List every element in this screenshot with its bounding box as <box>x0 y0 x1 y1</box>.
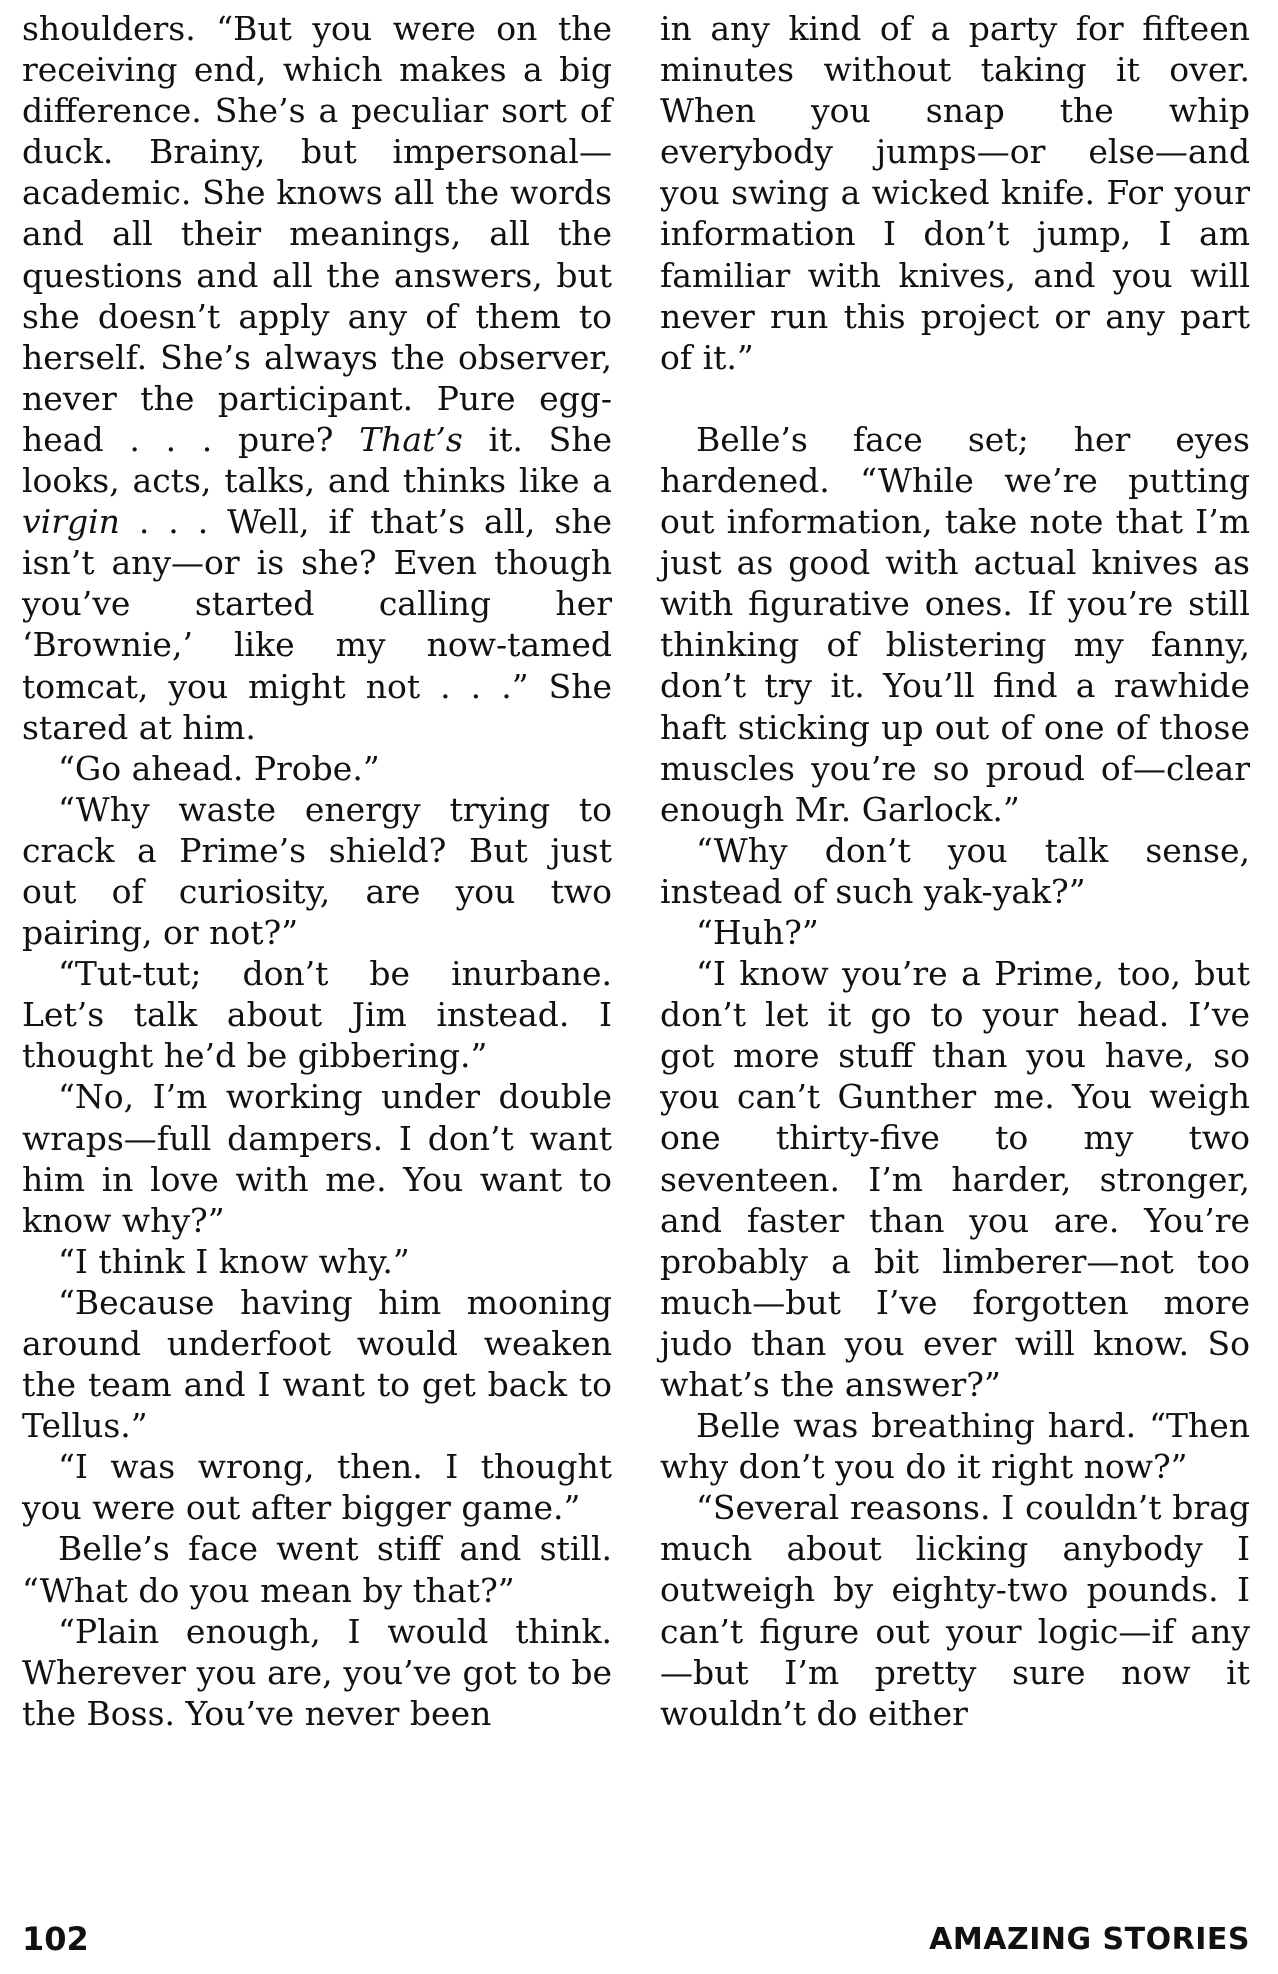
italic-thats: That’s <box>359 419 463 459</box>
paragraph-brainy-observer: shoulders. “But you were on the receiving end, which makes a big difference. She’s a peculiar sort of duck. Brainy, but impersonal—academic. She knows all the words and all their meanings, all the questions and all the answers, but she doesn’t apply any of them to herself. She’s always the observer, never the participant. Pure egg-head . . . pure? That’s it. She looks, acts, talks, and thinks like a virgin . . . Well, if that’s all, she isn’t any—or is she? Even though you’ve started calling her ‘Brownie,’ like my now-tamed tomcat, you might not . . .” She stared at him. <box>22 9 612 747</box>
italic-virgin: virgin <box>22 502 120 542</box>
paragraph-go-ahead: “Go ahead. Probe.” <box>58 748 380 788</box>
paragraph-mooning-around: “Because having him mooning around underfoot would weaken the team and I want to get back to Tellus.” <box>22 1282 612 1446</box>
paragraph-huh: “Huh?” <box>696 912 819 952</box>
paragraph-face-went-stiff: Belle’s face went stiff and still. “What do you mean by that?” <box>22 1529 612 1610</box>
paragraph-tut-tut: “Tut-tut; don’t be inurbane. Let’s talk about Jim instead. I thought he’d be gibbering.” <box>22 954 612 1076</box>
paragraph-double-wraps: “No, I’m working under double wraps—full dampers. I don’t want him in love with me. You want to know why?” <box>22 1077 612 1240</box>
left-text-column <box>22 8 612 1734</box>
paragraph-face-set: Belle’s face set; her eyes hardened. “While we’re putting out information, take note that I’m just as good with actual knives as with figurative ones. If you’re still thinking of blistering my fanny, don’t try it. You’ll find a rawhide haft sticking up out of one of those muscles you’re so proud of—clear enough Mr. Garlock.” <box>660 419 1250 829</box>
running-title: AMAZING STORIES <box>929 1922 1250 1957</box>
paragraph-bigger-game: “I was wrong, then. I thought you were out after bigger game.” <box>22 1447 612 1528</box>
paragraph-several-reasons: “Several reasons. I couldn’t brag much about licking anybody I outweigh by eighty-two pounds. I can’t figure out your logic—if any—but I’m pretty sure now it wouldn’t do either <box>660 1488 1250 1733</box>
page-number: 102 <box>22 1920 89 1958</box>
paragraph-plain-enough: “Plain enough, I would think. Wherever you are, you’ve got to be the Boss. You’ve never been <box>22 1611 612 1733</box>
page-footer <box>0 1920 1278 1964</box>
paragraph-breathing-hard: Belle was breathing hard. “Then why don’t you do it right now?” <box>660 1406 1250 1487</box>
paragraph-i-think-i-know: “I think I know why.” <box>58 1241 410 1281</box>
paragraph-why-waste-energy: “Why waste energy trying to crack a Prime’s shield? But just out of curiosity, are you two pairing, or not?” <box>22 789 612 953</box>
right-text-column <box>660 8 1250 1734</box>
paragraph-talk-sense: “Why don’t you talk sense, instead of such yak-yak?” <box>660 830 1250 911</box>
paragraph-prime-too: “I know you’re a Prime, too, but don’t let it go to your head. I’ve got more stuff than you have, so you can’t Gunther me. You weigh one thirty-five to my two seventeen. I’m harder, stronger, and faster than you are. You’re probably a bit limberer—not too much—but I’ve forgotten more judo than you ever will know. So what’s the answer?” <box>660 954 1250 1404</box>
paragraph-party-continuation: in any kind of a party for fifteen minutes without taking it over. When you snap the whip everybody jumps—or else—and you swing a wicked knife. For your information I don’t jump, I am familiar with knives, and you will never run this project or any part of it.” <box>660 9 1250 377</box>
